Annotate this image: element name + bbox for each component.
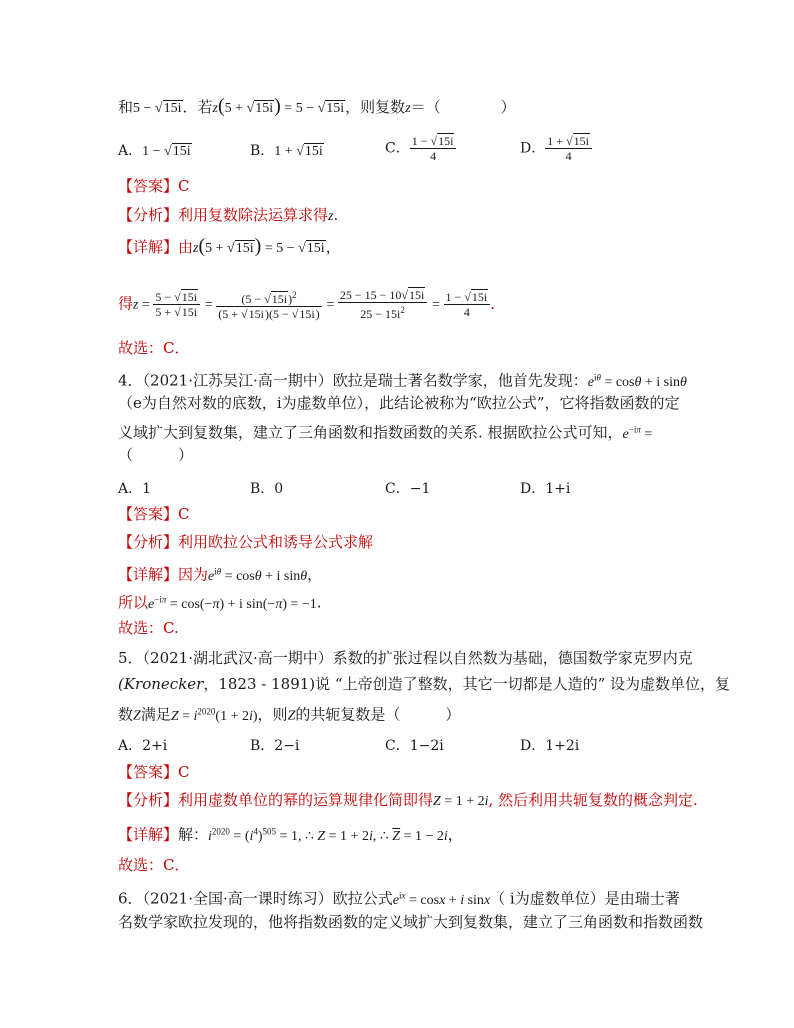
q4-analysis: 【分析】利用欧拉公式和诱导公式求解 — [118, 533, 374, 551]
q3-conclusion: 故选：C． — [118, 339, 190, 357]
q5-stem-line2: (Kronecker，1823 - 1891)说 “上帝创造了整数，其它一切都是人造的” 设为虚数单位，复 — [118, 675, 731, 693]
q4-choice-a: A．1 — [118, 481, 152, 497]
q5-conclusion: 故选：C． — [118, 856, 190, 874]
q5-detail: 【详解】解：$i^{2020} = (i^4)^{505} = 1$, ∴ Z = 1 + 2i, ∴ $\overline{Z} = 1 - 2i$， — [118, 825, 463, 844]
q4-detail: 【详解】因为$e^{i\theta} = \cos\theta + i$ sinθ， — [118, 565, 323, 584]
q4-conclusion: 故选：C. — [118, 619, 179, 637]
q5-answer: 【答案】C — [118, 763, 190, 781]
q6-stem-line1: 6．（2021·全国·高一课时练习）欧拉公式$e^{ix} = \cos x + i$ sinx（ i为虚数单位）是由瑞士著 — [118, 889, 680, 908]
q4-stem-line1: 4．（2021·江苏吴江·高一期中）欧拉是瑞士著名数学家，他首先发现：$e^{i\theta} = \cos\theta + i$ sinθ — [118, 371, 687, 390]
q3-choice-c: C． $\frac{1 - √15i}{4}$ — [385, 134, 456, 163]
q3-choice-b: B．1 + √15i — [250, 143, 323, 159]
q3-detail: 【详解】由z(5 + √15i) = 5 − √15i， — [118, 235, 341, 257]
q5-choice-d: D．1+2i — [520, 738, 580, 754]
q3-derivation: 得z = $\frac{5 - √15i}{5 + √15i}$ = $\frac{(5 - √15i)^2}{(5 + √15i)(5 - √15i)}$ = $\frac{25 - 15 - 10√15i}{25 - 15i^2}$ = $\frac{1 - √15i}{4}$ ． — [118, 288, 506, 321]
q3-answer: 【答案】C — [118, 177, 190, 195]
q3-choice-d: D． $\frac{1 + √15i}{4}$ — [520, 134, 592, 163]
q4-choice-c: C．−1 — [385, 481, 431, 497]
q5-choice-c: C．1−2i — [385, 738, 444, 754]
q3-choice-a: A．1 − √15i — [118, 143, 191, 159]
q5-choice-a: A．2+i — [118, 738, 168, 754]
q5-stem-line3: 数Z满足$Z = i^{2020}(1 + 2i)$，则Z的共轭复数是（ ） — [118, 705, 461, 724]
q4-choice-d: D．1+i — [520, 481, 571, 497]
q4-therefore: 所以$e^{-i\pi} = \cos(-\pi) + i$ sin(−π) = −1. — [118, 593, 322, 612]
q4-choice-b: B．0 — [250, 481, 284, 497]
q5-stem-line1: 5．（2021·湖北武汉·高一期中）系数的扩张过程以自然数为基础，德国数学家克罗内克 — [118, 649, 693, 667]
q6-stem-line2: 名数学家欧拉发现的，他将指数函数的定义域扩大到复数集，建立了三角函数和指数函数 — [118, 913, 704, 931]
q5-choice-b: B．2−i — [250, 738, 300, 754]
q3-stem: 和5 − √15i．若z(5 + √15i) = 5 − √15i，则复数z＝（ ） — [118, 95, 516, 117]
q3-analysis: 【分析】利用复数除法运算求得z. — [118, 206, 339, 224]
q4-answer: 【答案】C — [118, 505, 190, 523]
q4-stem-line4: （ ） — [118, 446, 194, 464]
q5-analysis: 【分析】利用虚数单位的幂的运算规律化简即得Z = 1 + 2i, 然后利用共轭复数的概念判定. — [118, 791, 698, 809]
q4-stem-line2: （e为自然对数的底数，i为虚数单位），此结论被称为“欧拉公式”，它将指数函数的定 — [118, 394, 680, 412]
q4-stem-line3: 义域扩大到复数集，建立了三角函数和指数函数的关系. 根据欧拉公式可知，$e^{-i\pi}$ = — [118, 423, 653, 442]
